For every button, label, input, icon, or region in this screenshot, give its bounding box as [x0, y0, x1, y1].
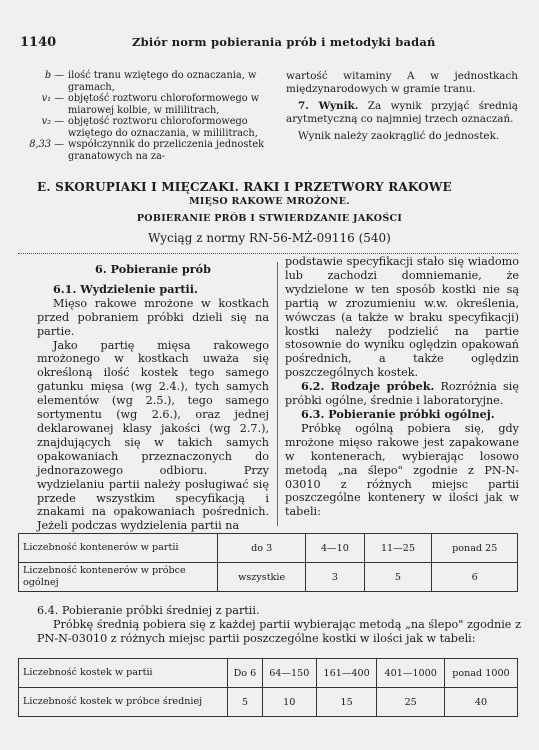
paragraph: Jako partię mięsa rakowego mrożonego w kostkach uważa się określoną ilość kostek tego samego gatunku mięsa (wg 2.4.), tych samych elementów (wg 2.5.), tego samego sortymentu (wg 2.6.), oraz jednej deklarowanej klasy jakości (wg 2.7.), znajdujących się w takich samych opakowaniach przeznaczonych do jednorazowego odbioru. Przy wydzielaniu partii należy posługiwać się przede wszystkim specyfikacją i znakami na opakowaniach pośrednich. Jeżeli podczas wydzielenia partii na	[37, 338, 269, 533]
heading-6: 6. Pobieranie prób	[95, 262, 211, 276]
formula-continuation: wartość witaminy A w jednostkach międzynarodowych w gramie tranu.	[286, 70, 518, 95]
result-heading: 7. Wynik.	[298, 100, 359, 112]
result-paragraph	[286, 100, 518, 126]
section-6-4	[37, 604, 521, 646]
symbol-description: objętość roztworu chloroformowego w miarowej kolbie, w mililitrach,	[68, 93, 260, 116]
table-cell: 10	[262, 688, 316, 717]
paragraph: Próbkę średnią pobiera się z każdej partii wybierając metodą „na ślepo" zgodnie z PN-N-03010 z różnych miejsc partii poszczególne kostki w ilości jak w tabeli:	[37, 618, 521, 645]
symbol: v₁ —	[41, 93, 64, 104]
symbol-description: ilość tranu wziętego do oznaczania, w gramach,	[68, 70, 257, 93]
table-cell: Liczebność kostek w partii	[19, 659, 228, 688]
heading-6-1: 6.1. Wydzielenie partii.	[53, 281, 198, 296]
table-cell: Liczebność kontenerów w próbce ogólnej	[19, 563, 218, 592]
table-row	[19, 534, 518, 563]
symbol: 8,33 —	[29, 139, 64, 150]
symbol: b —	[44, 70, 64, 81]
cubes-table	[18, 658, 518, 717]
paragraph: podstawie specyfikacji stało się wiadomo lub zachodzi domniemanie, że wydzielone w ten sposób kostki nie są partią w zrozumieniu w.w. określenia, wówczas (a także w braku specyfikacji) kostki należy podzielić na partie stosownie do wyniku oględzin opakowań pośrednich, a także oględzin poszczególnych kostek.	[285, 255, 519, 380]
table-cell: 161—400	[316, 659, 377, 688]
table-cell: 64—150	[262, 659, 316, 688]
table-row	[19, 563, 518, 592]
symbol: v₂ —	[41, 116, 64, 127]
table-row	[19, 659, 518, 688]
standard-extract: Wyciąg z normy RN-56-MŻ-09116 (540)	[148, 231, 391, 245]
symbol-legend	[14, 70, 286, 162]
table-row	[19, 688, 518, 717]
rounding-note: Wynik należy zaokrąglić do jednostek.	[298, 130, 500, 142]
paragraph-text: Rozróżnia się próbki ogólne, średnie i laboratoryjne.	[285, 380, 519, 408]
subsection-title: MIĘSO RAKOWE MROŻONE.	[189, 196, 350, 207]
right-column	[285, 255, 519, 519]
table-cell: do 3	[218, 534, 306, 563]
table-cell: 5	[364, 563, 432, 592]
paragraph: Próbkę ogólną pobiera się, gdy mrożone mięso rakowe jest zapakowane w kontenerach, wybierając losowo metodą „na ślepo" zgodnie z PN-N-03010 z różnych miejsc partii poszczególne kontenery w ilości jak w tabeli:	[285, 421, 519, 519]
dotted-divider	[18, 253, 518, 254]
table-cell: 6	[432, 563, 518, 592]
heading-6-4: 6.4. Pobieranie próbki średniej z partii.	[37, 604, 260, 617]
containers-table	[18, 533, 518, 592]
paragraph: Mięso rakowe mrożone w kostkach przed pobraniem próbki dzieli się na partie.	[37, 296, 269, 338]
symbol-description: objętość roztworu chloroformowego wziętego do oznaczania, w mililitrach,	[68, 116, 258, 139]
result-section	[286, 70, 518, 147]
heading-6-2: 6.2. Rodzaje próbek.	[301, 379, 435, 394]
table-cell: ponad 1000	[444, 659, 517, 688]
section-title: E. SKORUPIAKI I MIĘCZAKI. RAKI I PRZETWORY RAKOWE	[37, 180, 452, 194]
heading-6-3: 6.3. Pobieranie próbki ogólnej.	[301, 406, 495, 421]
table-cell: 15	[316, 688, 377, 717]
table-cell: 11—25	[364, 534, 432, 563]
paragraph	[285, 380, 519, 408]
symbol-row	[14, 139, 286, 162]
running-title: Zbiór norm pobierania prób i metodyki badań	[132, 35, 436, 49]
table-cell: 3	[306, 563, 364, 592]
symbol-description: współczynnik do przeliczenia jednostek granatowych na za-	[68, 139, 265, 162]
column-rule	[277, 262, 278, 526]
table-cell: 40	[444, 688, 517, 717]
page-number: 1140	[20, 35, 57, 50]
symbol-row	[14, 70, 286, 93]
subsection-heading: POBIERANIE PRÓB I STWIERDZANIE JAKOŚCI	[136, 213, 403, 224]
symbol-row	[14, 93, 286, 116]
left-column	[37, 263, 269, 533]
table-cell: 4—10	[306, 534, 364, 563]
symbol-row	[14, 116, 286, 139]
table-cell: Do 6	[228, 659, 263, 688]
table-cell: wszystkie	[218, 563, 306, 592]
table-cell: 5	[228, 688, 263, 717]
result-text: Za wynik przyjąć średnią arytmetyczną co najmniej trzech oznaczań.	[286, 100, 518, 125]
table-cell: 401—1000	[377, 659, 444, 688]
table-cell: Liczebność kontenerów w partii	[19, 534, 218, 563]
table-cell: Liczebność kostek w próbce średniej	[19, 688, 228, 717]
table-cell: ponad 25	[432, 534, 518, 563]
table-cell: 25	[377, 688, 444, 717]
